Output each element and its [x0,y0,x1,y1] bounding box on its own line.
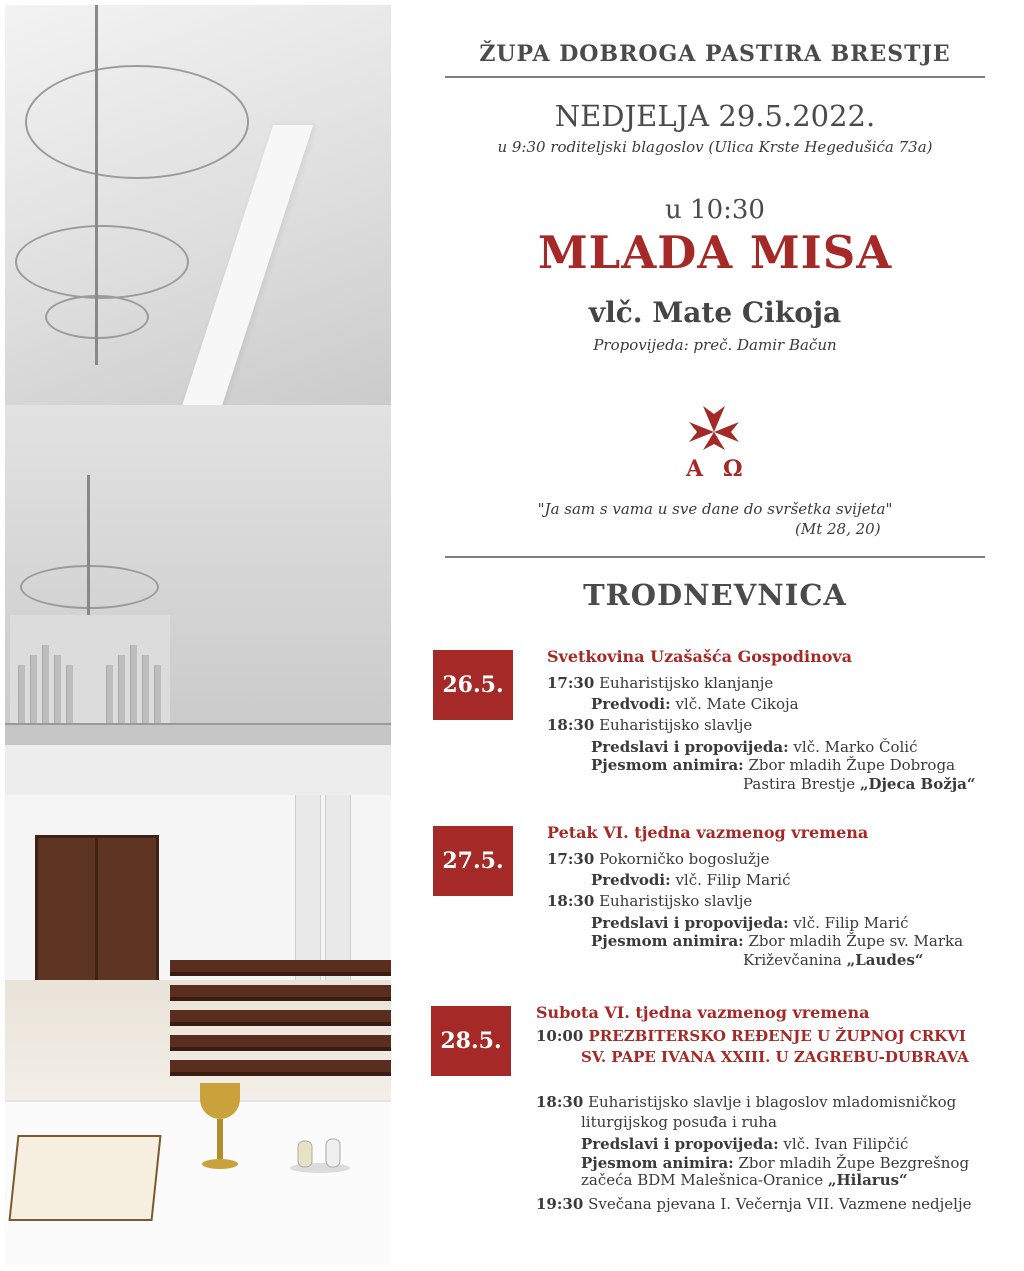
schedule-line: Pjesmom animira: Zbor mladih Župe Bezgrešnog [581,1154,970,1172]
schedule-line: Pjesmom animira: Zbor mladih Župe Dobroga [591,756,956,774]
schedule-line: 10:00 PREZBITERSKO REĐENJE U ŽUPNOJ CRKVI [536,1027,966,1045]
blessing-note: u 9:30 roditeljski blagoslov (Ulica Krste Hegedušića 73a) [497,138,933,156]
schedule-line: liturgijskog posuđa i ruha [581,1113,777,1131]
priest-name: vlč. Mate Cikoja [588,296,842,329]
column [295,795,321,985]
schedule-line: Križevčanina „Laudes“ [743,951,924,969]
scripture-reference: (Mt 28, 20) [795,520,881,538]
chandelier-stem [95,5,98,365]
event-date: NEDJELJA 29.5.2022. [554,99,876,133]
schedule-line: Pastira Brestje „Djeca Božja“ [743,775,976,793]
schedule-line: 18:30 Euharistijsko slavlje [547,892,753,910]
scripture-quote: "Ja sam s vama u sve dane do svršetka svijeta" [537,500,893,518]
day-title: Subota VI. tjedna vazmenog vremena [536,1003,870,1022]
chandelier-upper-ring [15,225,189,299]
alpha-letter: A [686,456,704,478]
preacher-note: Propovijeda: preč. Damir Bačun [593,336,837,354]
church-interior-photo [5,5,391,1266]
date-badge: 28.5. [431,1006,511,1076]
cruets [290,1133,350,1173]
schedule-line: začeća BDM Malešnica-Oranice „Hilarus“ [581,1171,908,1189]
schedule-line: Predslavi i propovijeda: vlč. Ivan Filipčić [581,1135,909,1153]
pipe-organ [10,615,170,725]
schedule-line: 17:30 Euharistijsko klanjanje [547,674,774,692]
missal-book [8,1135,161,1221]
schedule-line: 17:30 Pokorničko bogoslužje [547,850,770,868]
mass-time: u 10:30 [665,195,765,225]
schedule-line: 18:30 Euharistijsko slavlje i blagoslov mladomisničkog [536,1093,957,1111]
schedule-line: Predslavi i propovijeda: vlč. Marko Čolić [591,738,918,756]
event-title: MLADA MISA [537,226,893,279]
header-divider [445,76,985,78]
omega-letter: Ω [723,456,743,478]
schedule-line: Predslavi i propovijeda: vlč. Filip Marić [591,914,909,932]
parish-name: ŽUPA DOBROGA PASTIRA BRESTJE [479,41,951,67]
quote-divider [445,556,985,558]
schedule-line: Predvodi: vlč. Filip Marić [591,871,791,889]
column [325,795,351,985]
pew [170,960,391,976]
chandelier-upper [25,65,249,179]
schedule-line: 18:30 Euharistijsko slavlje [547,716,753,734]
day-title: Svetkovina Uzašašća Gospodinova [547,647,853,666]
schedule-line: 19:30 Svečana pjevana I. Večernja VII. Vazmene nedjelje [536,1195,972,1213]
date-badge: 26.5. [433,650,513,720]
schedule-line: Predvodi: vlč. Mate Cikoja [591,695,799,713]
entrance-door [95,835,159,996]
pew [170,1060,391,1076]
day-title: Petak VI. tjedna vazmenog vremena [547,823,869,842]
schedule-line: Pjesmom animira: Zbor mladih Župe sv. Marka [591,932,964,950]
maltese-cross-icon [671,404,757,478]
pew [170,985,391,1001]
section-title: TRODNEVNICA [583,578,847,612]
pew [170,1035,391,1051]
choir-balcony [5,723,391,747]
date-badge: 27.5. [433,826,513,896]
pew [170,1010,391,1026]
entrance-door [35,835,99,996]
schedule-line: SV. PAPE IVANA XXIII. U ZAGREBU-DUBRAVA [581,1048,969,1066]
chalice [200,1083,240,1175]
